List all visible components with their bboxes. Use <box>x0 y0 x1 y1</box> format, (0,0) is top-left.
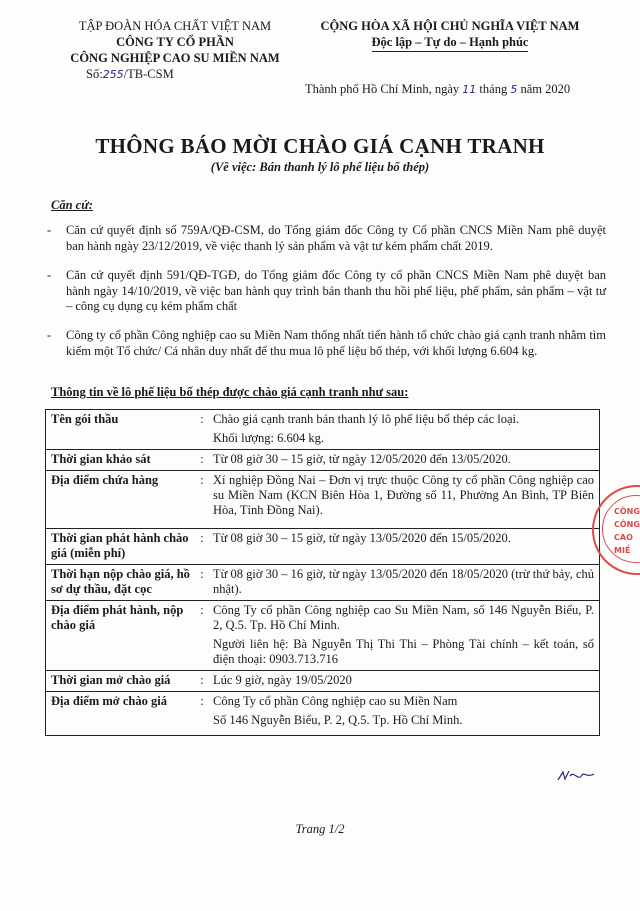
handwritten-month: 5 <box>510 83 518 96</box>
row-label: Địa điểm chứa hàng <box>46 471 197 529</box>
place-and-date: Thành phố Hồ Chí Minh, ngày 11 tháng 5 năm 2020 <box>305 82 571 96</box>
table-row: Tên gói thầu : Chào giá cạnh tranh bán thanh lý lô phế liệu bố thép các loại. Khối lượng: 6.604 kg. <box>46 410 600 450</box>
table-row: Thời gian mở chào giá : Lúc 9 giờ, ngày 19/05/2020 <box>46 671 600 692</box>
table-row: Thời hạn nộp chào giá, hồ sơ dự thầu, đặt cọc : Từ 08 giờ 30 – 16 giờ, từ ngày 13/05/2020 đến 18/05/2020 (trừ thứ bảy, chủ nhật). <box>46 565 600 601</box>
handwritten-number: 255 <box>102 68 124 81</box>
parent-org: TẬP ĐOÀN HÓA CHẤT VIỆT NAM <box>78 19 272 33</box>
national-motto: Độc lập – Tự do – Hạnh phúc <box>372 34 529 52</box>
row-label: Thời gian phát hành chào giá (miễn phí) <box>46 529 197 565</box>
handwritten-day: 11 <box>462 83 477 96</box>
row-value: Công Ty cổ phần Công nghiệp cao Su Miền Nam, số 146 Nguyễn Biểu, P. 2, Q.5. Tp. Hồ Chí Minh. Người liên hệ: Bà Nguyễn Thị Thi Thi – Phòng Tài chính – kết toán, số điện thoại: 0903.713.716 <box>208 601 600 671</box>
issuer-block <box>40 18 310 83</box>
table-row: Thời gian khảo sát : Từ 08 giờ 30 – 15 giờ, từ ngày 12/05/2020 đến 13/05/2020. <box>46 450 600 471</box>
document-subtitle: (Về việc: Bán thanh lý lô phế liệu bố thép) <box>210 160 430 174</box>
row-label: Thời hạn nộp chào giá, hồ sơ dự thầu, đặt cọc <box>46 565 197 601</box>
row-label: Địa điểm mở chào giá <box>46 692 197 736</box>
row-value: Chào giá cạnh tranh bán thanh lý lô phế liệu bố thép các loại. Khối lượng: 6.604 kg. <box>208 410 600 450</box>
country-name: CỘNG HÒA XÃ HỘI CHỦ NGHĨA VIỆT NAM <box>320 19 580 33</box>
row-value: Từ 08 giờ 30 – 15 giờ, từ ngày 12/05/2020 đến 13/05/2020. <box>208 450 600 471</box>
row-label: Thời gian khảo sát <box>46 450 197 471</box>
row-value: Từ 08 giờ 30 – 16 giờ, từ ngày 13/05/2020 đến 18/05/2020 (trừ thứ bảy, chủ nhật). <box>208 565 600 601</box>
table-row: Địa điểm phát hành, nộp chào giá : Công Ty cổ phần Công nghiệp cao Su Miền Nam, số 146 Nguyễn Biểu, P. 2, Q.5. Tp. Hồ Chí Minh. Người liên hệ: Bà Nguyễn Thị Thi Thi – Phòng Tài chính – kết toán, số điện thoại: 0903.713.716 <box>46 601 600 671</box>
row-value: Lúc 9 giờ, ngày 19/05/2020 <box>208 671 600 692</box>
basis-item-3: - Công ty cổ phần Công nghiệp cao su Miền Nam thống nhất tiến hành tổ chức chào giá cạnh tranh nhằm tìm kiếm một Tổ chức/ Cá nhân duy nhất để thu mua lô phế liệu bố thép, với khối lượng 6.604 kg. <box>47 328 606 358</box>
table-row: Địa điểm chứa hàng : Xí nghiệp Đồng Nai – Đơn vị trực thuộc Công ty cổ phần Công nghiệp cao su Miền Nam (KCN Biên Hòa 1, Đường số 11, Phường An Bình, TP Biên Hòa, Tỉnh Đồng Nai). <box>46 471 600 529</box>
table-row: Thời gian phát hành chào giá (miễn phí) : Từ 08 giờ 30 – 15 giờ, từ ngày 13/05/2020 đến 15/05/2020. <box>46 529 600 565</box>
basis-item-1: - Căn cứ quyết định số 759A/QĐ-CSM, do Tổng giám đốc Công ty Cổ phần CNCS Miền Nam phê duyệt ban hành ngày 23/12/2019, về việc thanh lý sản phẩm và vật tư kém phẩm chất 2019. <box>47 223 606 253</box>
company-seal-stamp: CÔNG CÔNG CAO MIỀ <box>592 485 640 575</box>
basis-heading: Căn cứ: <box>51 198 93 212</box>
row-label: Địa điểm phát hành, nộp chào giá <box>46 601 197 671</box>
document-title: THÔNG BÁO MỜI CHÀO GIÁ CẠNH TRANH <box>95 134 545 158</box>
info-heading: Thông tin về lô phế liệu bố thép được chào giá cạnh tranh như sau: <box>51 385 409 399</box>
company-name-line2: CÔNG NGHIỆP CAO SU MIỀN NAM <box>70 51 280 65</box>
basis-item-2: - Căn cứ quyết định 591/QĐ-TGĐ, do Tổng giám đốc Công ty cổ phần CNCS Miền Nam phê duyệt ban hành ngày 14/10/2019, về việc ban hành quy trình bán thanh thu hồi phế liệu, phế phẩm, sản phẩm – vật tư – công cụ dụng cụ kém phẩm chất <box>47 268 606 313</box>
tender-info-table <box>45 409 600 736</box>
company-name-line1: CÔNG TY CỔ PHẦN <box>116 35 234 49</box>
row-value: Từ 08 giờ 30 – 15 giờ, từ ngày 13/05/2020 đến 15/05/2020. <box>208 529 600 565</box>
row-label: Thời gian mở chào giá <box>46 671 197 692</box>
table-row: Địa điểm mở chào giá : Công Ty cổ phần Công nghiệp cao su Miền Nam Số 146 Nguyễn Biểu, P. 2, Q.5. Tp. Hồ Chí Minh. <box>46 692 600 736</box>
initials-signature <box>556 766 596 786</box>
row-value: Công Ty cổ phần Công nghiệp cao su Miền Nam Số 146 Nguyễn Biểu, P. 2, Q.5. Tp. Hồ Chí Minh. <box>208 692 600 736</box>
row-label: Tên gói thầu <box>46 410 197 450</box>
row-value: Xí nghiệp Đồng Nai – Đơn vị trực thuộc Công ty cổ phần Công nghiệp cao su Miền Nam (KCN Biên Hòa 1, Đường số 11, Phường An Bình, TP Biên Hòa, Tỉnh Đồng Nai). <box>208 471 600 529</box>
page-number: Trang 1/2 <box>295 822 345 836</box>
document-number: Số:255/TB-CSM <box>86 67 174 81</box>
national-header <box>300 18 600 52</box>
